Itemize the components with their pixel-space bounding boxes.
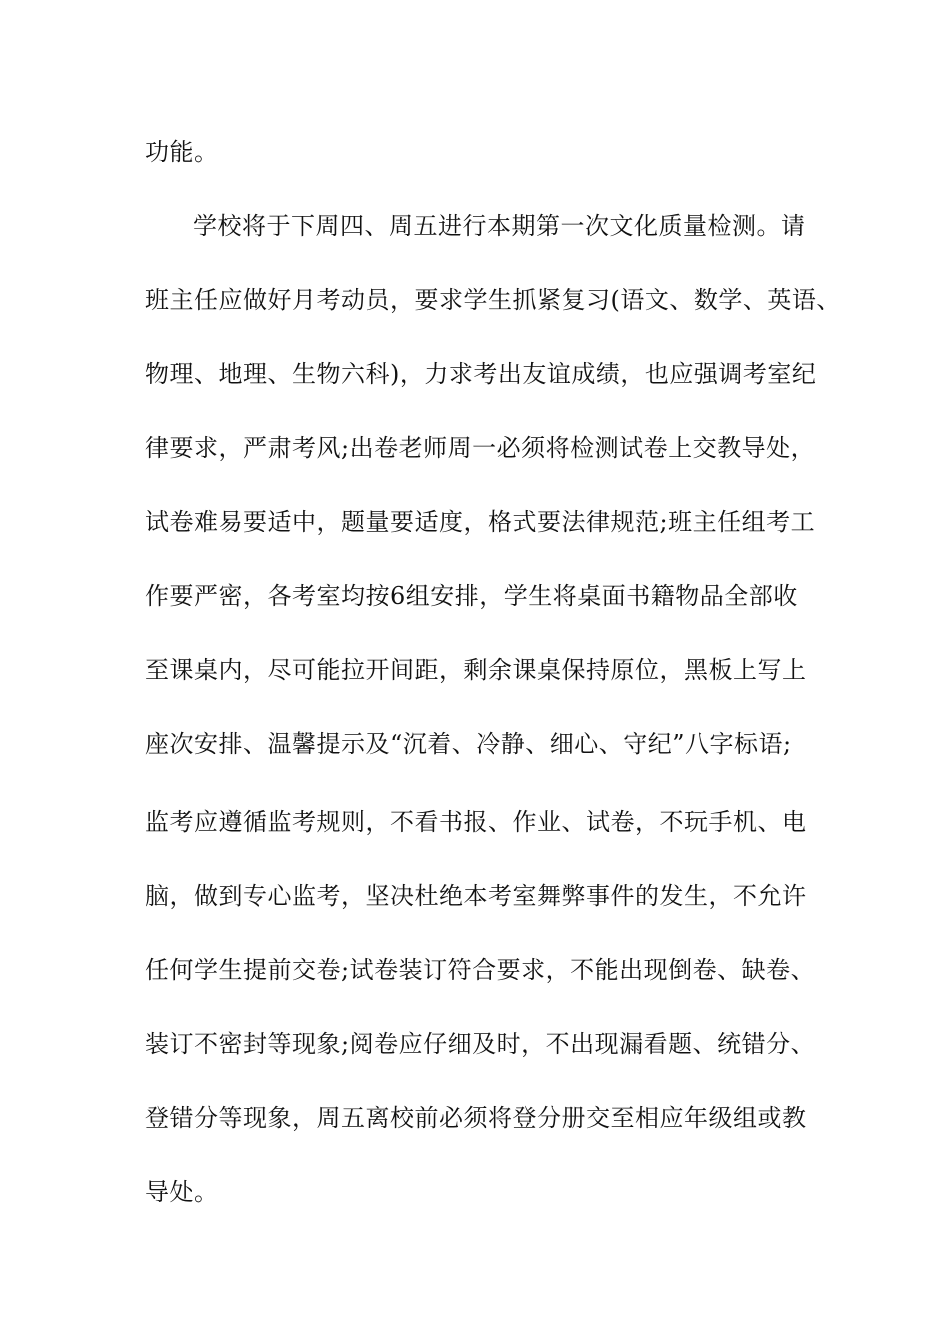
paragraph-line: 任何学生提前交卷;试卷装订符合要求，不能出现倒卷、缺卷、 bbox=[145, 956, 816, 984]
paragraph-line: 试卷难易要适中，题量要适度，格式要法律规范;班主任组考工 bbox=[145, 508, 816, 536]
paragraph-line: 功能。 bbox=[145, 138, 219, 166]
paragraph-line: 导处。 bbox=[145, 1178, 219, 1206]
paragraph-line: 学校将于下周四、周五进行本期第一次文化质量检测。请 bbox=[193, 212, 806, 240]
paragraph-line: 班主任应做好月考动员，要求学生抓紧复习(语文、数学、英语、 bbox=[145, 286, 841, 314]
paragraph-line: 座次安排、温馨提示及“沉着、冷静、细心、守纪”八字标语; bbox=[145, 730, 792, 758]
paragraph-line: 监考应遵循监考规则，不看书报、作业、试卷，不玩手机、电 bbox=[145, 808, 807, 836]
paragraph-line: 至课桌内，尽可能拉开间距，剩余课桌保持原位，黑板上写上 bbox=[145, 656, 807, 684]
paragraph-line: 脑，做到专心监考，坚决杜绝本考室舞弊事件的发生，不允许 bbox=[145, 882, 807, 910]
paragraph-line: 装订不密封等现象;阅卷应仔细及时，不出现漏看题、统错分、 bbox=[145, 1030, 816, 1058]
paragraph-line: 登错分等现象，周五离校前必须将登分册交至相应年级组或教 bbox=[145, 1104, 807, 1132]
paragraph-line: 物理、地理、生物六科)，力求考出友谊成绩，也应强调考室纪 bbox=[145, 360, 817, 388]
paragraph-line: 作要严密，各考室均按6组安排，学生将桌面书籍物品全部收 bbox=[145, 582, 798, 610]
paragraph-line: 律要求，严肃考风;出卷老师周一必须将检测试卷上交教导处， bbox=[145, 434, 816, 462]
